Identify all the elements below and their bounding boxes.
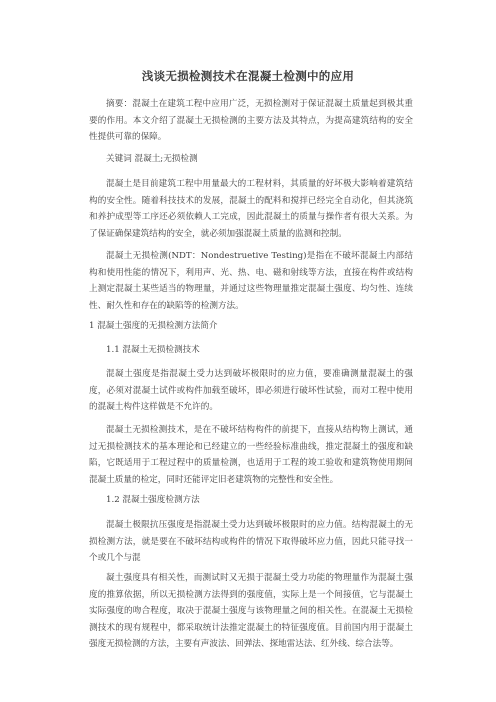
intro-paragraph-1: 混凝土是目前建筑工程中用量最大的工程材料，其质量的好坏极大影响着建筑结构的安全性。随着科技技术的发展，混凝土的配料和搅拌已经完全自动化，但其浇筑和养护成型等工序还必须依赖人工完成，因此混凝土的质量与操作者有很大关系。为了保证确保建筑结构的安全，就必须加强混凝土质量的监测和控制。 — [89, 179, 413, 239]
document-title: 浅谈无损检测技术在混凝土检测中的应用 — [141, 69, 355, 83]
section-1-2-paragraph-1: 混凝土极限抗压强度是指混凝土受力达到破坏极限时的应力值。结构混凝土的无损检测方法，就是要在不破坏结构或构件的情况下取得破坏应力值，因此只能寻找一个或几个与混 — [89, 520, 413, 564]
section-1-heading: 1 混凝土强度的无损检测方法简介 — [89, 321, 218, 331]
section-1-1-heading: 1.1 混凝土无损检测技术 — [106, 345, 200, 355]
section-1-2-heading: 1.2 混凝土强度检测方法 — [106, 495, 200, 505]
keywords-line: 关键词 混凝土;无损检测 — [106, 154, 198, 164]
section-1-1-paragraph-2: 混凝土无损检测技术，是在不破坏结构构件的前提下，直接从结构物上测试，通过无损检测技术的基本理论和已经建立的一些经验标准曲线，推定混凝土的强度和缺陷，它既适用于工程过程中的质量检测，也适用于工程的竣工验收和建筑物使用期间混凝土质量的检定，同时还能评定旧老建筑物的完整性和安全性。 — [89, 425, 413, 485]
intro-paragraph-2: 混凝土无损检测(NDT：Nondestruetive Testing)是指在不破坏混凝土内部结构和使用性能的情况下，利用声、光、热、电、磁和射线等方法，直接在构件或结构上测定混凝土某些适当的物理量，并通过这些物理量推定混凝土强度、均匀性、连续性、耐久性和存在的缺陷等的检测方法。 — [89, 251, 413, 311]
section-1-2-paragraph-2: 凝土强度具有相关性，而测试时又无损于混凝土受力功能的物理量作为混凝土强度的推算依据，所以无损检测方法得到的强度值，实际上是一个间接值，它与混凝土实际强度的吻合程度，取决于混凝土强度与该物理量之间的相关性。在混凝土无损检测技术的现有规程中，都采取统计法推定混凝土的特征强度值。目前国内用于混凝土强度无损检测的方法，主要有声波法、回弹法、探地雷达法、红外线、综合法等。 — [89, 573, 413, 650]
section-1-1-paragraph-1: 混凝土强度是指混凝土受力达到破坏极限时的应力值，要准确测量混凝土的强度，必须对混凝土试件或构件加载至破坏，即必须进行破坏性试验，而对工程中使用的混凝土构件这样做是不允许的。 — [89, 369, 413, 413]
abstract-paragraph: 摘要：混凝土在建筑工程中应用广泛，无损检测对于保证混凝土质量起到极其重要的作用。本文介绍了混凝土无损检测的主要方法及其特点，为提高建筑结构的安全性提供可靠的保障。 — [89, 99, 413, 143]
